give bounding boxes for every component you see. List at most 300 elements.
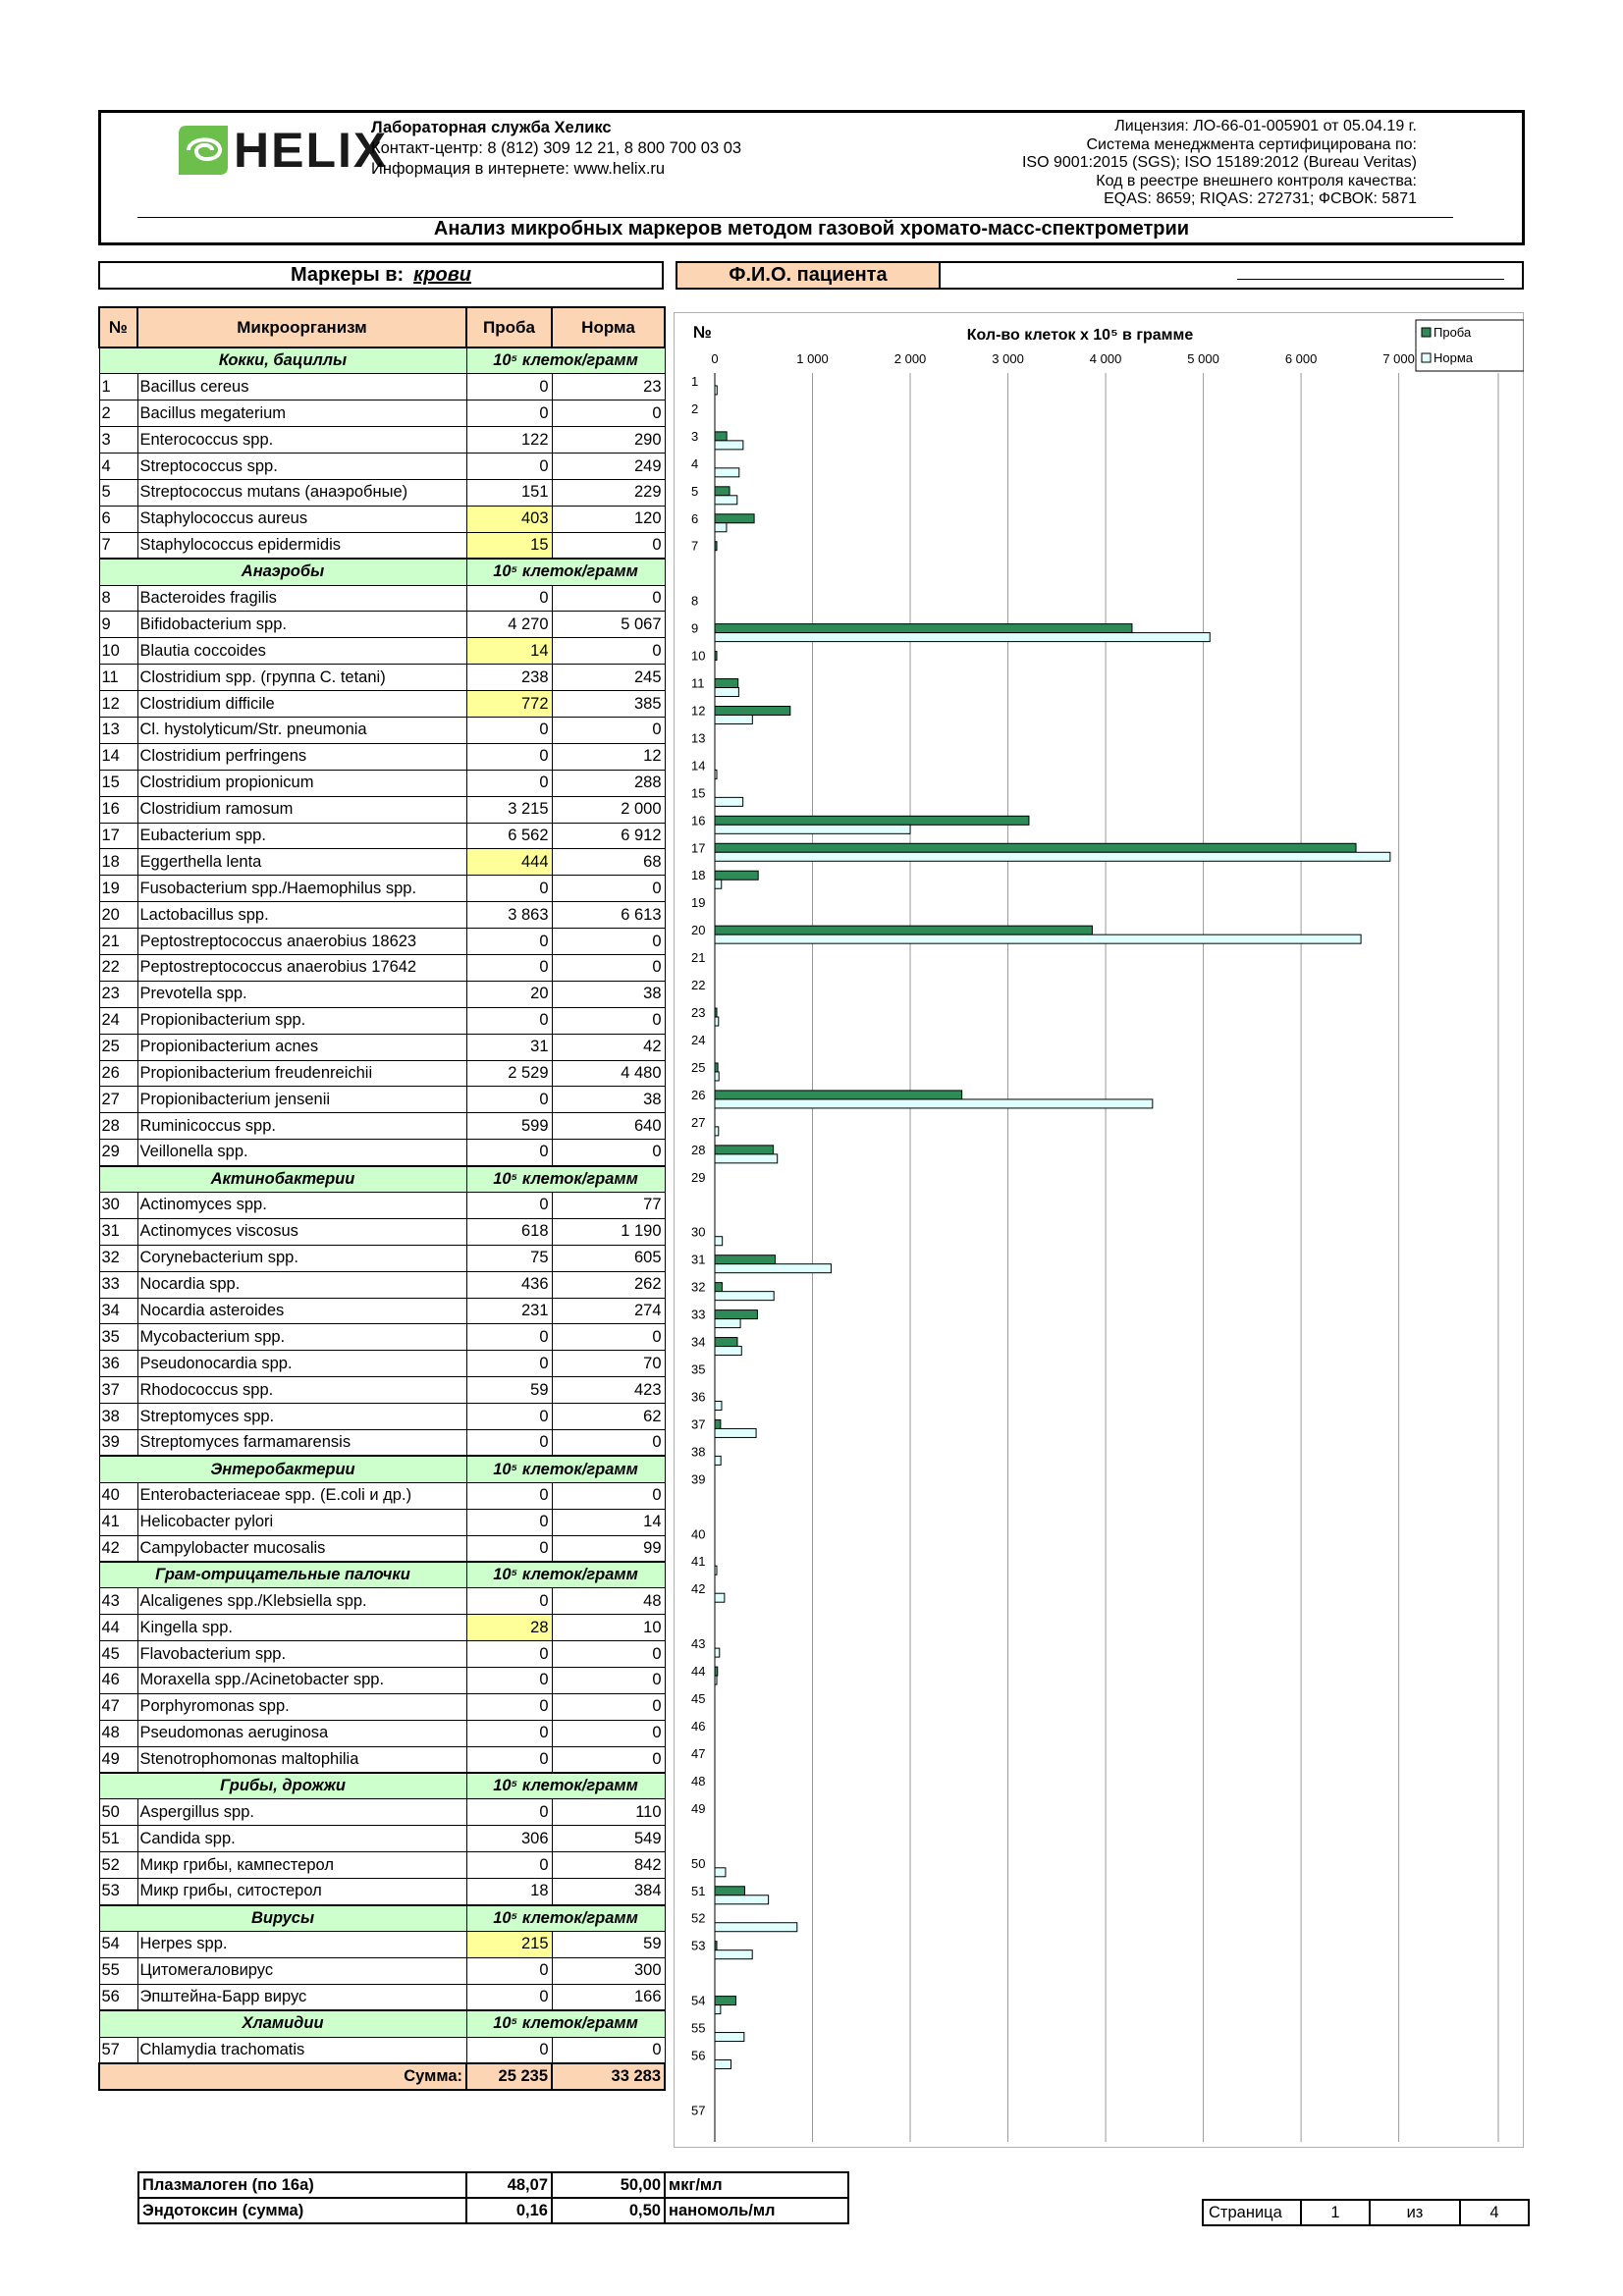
x-tick-label: 2 000 (893, 351, 927, 366)
table-row (99, 2037, 665, 2063)
norm-value: 68 (552, 849, 665, 876)
page-label: Страница (1203, 2200, 1301, 2225)
table-row (99, 1826, 665, 1852)
sample-value: 20 (466, 981, 552, 1007)
bar-sample (715, 487, 730, 496)
organism-name: Porphyromonas spp. (137, 1693, 466, 1720)
sample-value: 14 (466, 638, 552, 665)
category-label: 3 (691, 428, 699, 444)
norm-value: 4 480 (552, 1060, 665, 1087)
category-label: 39 (691, 1471, 706, 1487)
norm-value: 0 (552, 954, 665, 981)
sample-value: 238 (466, 665, 552, 691)
norm-value: 384 (552, 1879, 665, 1905)
organism-name: Aspergillus spp. (137, 1799, 466, 1826)
category-row (99, 2010, 665, 2037)
sum-row (99, 2063, 665, 2090)
row-number: 24 (99, 1007, 137, 1034)
norm-value: 0 (552, 717, 665, 743)
organism-name: Bacillus megaterium (137, 400, 466, 427)
table-row (99, 1984, 665, 2010)
sample-value: 75 (466, 1245, 552, 1271)
category-label: 10 (691, 648, 706, 664)
table-row (99, 1430, 665, 1457)
page-current: 1 (1301, 2200, 1370, 2225)
bar-sample (715, 514, 754, 523)
category-label: 21 (691, 950, 706, 966)
sample-value: 0 (466, 743, 552, 770)
row-number: 45 (99, 1641, 137, 1668)
sample-value: 151 (466, 479, 552, 506)
lab-contact: Контакт-центр: 8 (812) 309 12 21, 8 800 700 03 03 (371, 139, 742, 157)
bar-sample (715, 1997, 735, 2005)
category-name: Актинобактерии (99, 1166, 466, 1193)
bar-sample (715, 1091, 962, 1099)
bar-sample (715, 926, 1092, 934)
sample-value: 0 (466, 1351, 552, 1377)
category-unit: 10⁵ клеток/грамм (466, 2010, 665, 2037)
norm-value: 23 (552, 374, 665, 400)
category-row (99, 347, 665, 374)
organism-name: Corynebacterium spp. (137, 1245, 466, 1271)
category-label: 35 (691, 1362, 706, 1377)
category-label: 52 (691, 1910, 706, 1926)
bar-norm (715, 825, 910, 833)
organism-name: Rhodococcus spp. (137, 1377, 466, 1404)
norm-value: 120 (552, 506, 665, 532)
organism-name: Микр грибы, ситостерол (137, 1879, 466, 1905)
table-row (99, 1298, 665, 1324)
norm-value: 10 (552, 1615, 665, 1641)
table-row (99, 743, 665, 770)
table-row (99, 902, 665, 929)
category-label: 34 (691, 1334, 706, 1350)
bar-norm (715, 2033, 744, 2042)
table-row (99, 954, 665, 981)
row-number: 42 (99, 1535, 137, 1562)
bar-chart (674, 312, 1524, 2148)
extra-unit: мкг/мл (665, 2172, 848, 2198)
sample-value: 0 (466, 1588, 552, 1615)
row-number: 30 (99, 1193, 137, 1219)
row-number: 34 (99, 1298, 137, 1324)
category-unit: 10⁵ клеток/грамм (466, 559, 665, 585)
bar-norm (715, 688, 738, 697)
table-row (99, 1271, 665, 1298)
bar-norm (715, 1264, 831, 1273)
bar-sample (715, 1419, 721, 1428)
norm-value: 0 (552, 1693, 665, 1720)
category-unit: 10⁵ клеток/грамм (466, 1456, 665, 1482)
bar-norm (715, 1017, 719, 1026)
organism-name: Enterococcus spp. (137, 427, 466, 454)
organism-name: Pseudonocardia spp. (137, 1351, 466, 1377)
table-row (99, 1879, 665, 1905)
row-number: 15 (99, 770, 137, 796)
extra-sample: 0,16 (466, 2198, 552, 2223)
norm-value: 59 (552, 1931, 665, 1957)
norm-value: 0 (552, 1746, 665, 1773)
sample-value: 4 270 (466, 612, 552, 638)
bar-norm (715, 1072, 719, 1081)
bar-sample (715, 843, 1356, 852)
norm-value: 1 190 (552, 1218, 665, 1245)
sample-value: 0 (466, 2037, 552, 2063)
category-label: 23 (691, 1005, 706, 1021)
bar-norm (715, 1099, 1153, 1108)
sample-value: 28 (466, 1615, 552, 1641)
bar-norm (715, 852, 1390, 861)
category-label: 55 (691, 2020, 706, 2036)
bar-norm (715, 1593, 725, 1602)
sample-value: 0 (466, 1720, 552, 1746)
lab-info (371, 118, 741, 180)
sum-norm: 33 283 (552, 2063, 665, 2090)
organism-name: Chlamydia trachomatis (137, 2037, 466, 2063)
bar-norm (715, 1950, 752, 1959)
norm-value: 842 (552, 1852, 665, 1879)
table-row (99, 1693, 665, 1720)
col-organism-header: Микроорганизм (137, 307, 466, 347)
norm-value: 0 (552, 1430, 665, 1457)
organism-name: Bifidobacterium spp. (137, 612, 466, 638)
patient-name-field (941, 261, 1524, 290)
norm-value: 229 (552, 479, 665, 506)
sample-value: 444 (466, 849, 552, 876)
extra-row (138, 2172, 848, 2198)
category-label: 24 (691, 1033, 706, 1047)
table-row (99, 823, 665, 849)
extra-norm: 50,00 (552, 2172, 665, 2198)
organism-name: Clostridium propionicum (137, 770, 466, 796)
row-number: 55 (99, 1957, 137, 1984)
norm-value: 70 (552, 1351, 665, 1377)
norm-value: 2 000 (552, 796, 665, 823)
legend-label-norm: Норма (1434, 350, 1474, 365)
row-number: 35 (99, 1324, 137, 1351)
norm-value: 274 (552, 1298, 665, 1324)
row-number: 9 (99, 612, 137, 638)
table-row (99, 691, 665, 718)
table-row (99, 585, 665, 612)
row-number: 39 (99, 1430, 137, 1457)
patient-label: Ф.И.О. пациента (676, 261, 941, 290)
norm-value: 0 (552, 1720, 665, 1746)
table-row (99, 1641, 665, 1668)
table-row (99, 479, 665, 506)
row-number: 19 (99, 876, 137, 902)
row-number: 41 (99, 1509, 137, 1535)
bar-norm (715, 1676, 717, 1684)
organism-name: Bacteroides fragilis (137, 585, 466, 612)
table-row (99, 1931, 665, 1957)
table-row (99, 1509, 665, 1535)
organism-name: Prevotella spp. (137, 981, 466, 1007)
sample-value: 0 (466, 1535, 552, 1562)
category-label: 12 (691, 703, 706, 719)
row-number: 50 (99, 1799, 137, 1826)
norm-value: 99 (552, 1535, 665, 1562)
organism-name: Moraxella spp./Acinetobacter spp. (137, 1668, 466, 1694)
row-number: 33 (99, 1271, 137, 1298)
row-number: 13 (99, 717, 137, 743)
norm-value: 0 (552, 1007, 665, 1034)
row-number: 23 (99, 981, 137, 1007)
category-label: 27 (691, 1114, 706, 1130)
category-label: 29 (691, 1169, 706, 1185)
bar-sample (715, 1338, 737, 1347)
table-row (99, 1218, 665, 1245)
row-number: 43 (99, 1588, 137, 1615)
row-number: 37 (99, 1377, 137, 1404)
table-row (99, 454, 665, 480)
bar-norm (715, 468, 739, 477)
row-number: 54 (99, 1931, 137, 1957)
row-number: 46 (99, 1668, 137, 1694)
license-info (1022, 118, 1417, 209)
category-name: Кокки, бациллы (99, 347, 466, 374)
category-row (99, 559, 665, 585)
bar-norm (715, 1127, 719, 1136)
category-label: 32 (691, 1279, 706, 1295)
sample-value: 306 (466, 1826, 552, 1852)
x-tick-label: 5 000 (1187, 351, 1219, 366)
sample-value: 122 (466, 427, 552, 454)
x-tick-label: 0 (711, 351, 719, 366)
sample-value: 59 (466, 1377, 552, 1404)
sample-value: 0 (466, 400, 552, 427)
organism-name: Cl. hystolyticum/Str. pneumonia (137, 717, 466, 743)
license-line: Код в реестре внешнего контроля качества: (1096, 172, 1417, 189)
x-tick-label: 3 000 (992, 351, 1024, 366)
organism-name: Streptococcus mutans (анаэробные) (137, 479, 466, 506)
table-row (99, 1007, 665, 1034)
norm-value: 42 (552, 1034, 665, 1060)
row-number: 22 (99, 954, 137, 981)
row-number: 10 (99, 638, 137, 665)
sample-value: 18 (466, 1879, 552, 1905)
category-row (99, 1773, 665, 1799)
row-number: 8 (99, 585, 137, 612)
category-label: 18 (691, 868, 706, 883)
sample-value: 15 (466, 532, 552, 559)
row-number: 26 (99, 1060, 137, 1087)
sample-value: 3 863 (466, 902, 552, 929)
norm-value: 290 (552, 427, 665, 454)
sample-value: 0 (466, 1852, 552, 1879)
page-indicator (1202, 2199, 1530, 2226)
category-label: 43 (691, 1636, 706, 1652)
norm-value: 0 (552, 1641, 665, 1668)
organism-name: Stenotrophomonas maltophilia (137, 1746, 466, 1773)
table-row (99, 1799, 665, 1826)
table-row (99, 1324, 665, 1351)
category-unit: 10⁵ клеток/грамм (466, 347, 665, 374)
norm-value: 549 (552, 1826, 665, 1852)
organism-name: Herpes spp. (137, 1931, 466, 1957)
sample-value: 0 (466, 1482, 552, 1509)
category-label: 20 (691, 923, 706, 938)
bar-norm (715, 441, 743, 450)
norm-value: 0 (552, 2037, 665, 2063)
markers-box (98, 261, 664, 290)
organism-name: Streptococcus spp. (137, 454, 466, 480)
row-number: 11 (99, 665, 137, 691)
norm-value: 0 (552, 585, 665, 612)
sample-value: 0 (466, 1668, 552, 1694)
row-number: 2 (99, 400, 137, 427)
norm-value: 423 (552, 1377, 665, 1404)
category-label: 9 (691, 620, 699, 636)
x-tick-label: 4 000 (1089, 351, 1122, 366)
row-number: 57 (99, 2037, 137, 2063)
bar-norm (715, 1868, 726, 1877)
sample-value: 2 529 (466, 1060, 552, 1087)
legend-swatch-sample (1422, 328, 1431, 337)
organism-name: Staphylococcus aureus (137, 506, 466, 532)
sample-value: 0 (466, 1324, 552, 1351)
category-unit: 10⁵ клеток/грамм (466, 1166, 665, 1193)
row-number: 32 (99, 1245, 137, 1271)
norm-value: 166 (552, 1984, 665, 2010)
row-number: 47 (99, 1693, 137, 1720)
organism-name: Clostridium spp. (группа C. tetani) (137, 665, 466, 691)
sample-value: 403 (466, 506, 552, 532)
table-row (99, 717, 665, 743)
row-number: 20 (99, 902, 137, 929)
category-label: 49 (691, 1800, 706, 1816)
bar-sample (715, 542, 717, 551)
row-number: 56 (99, 1984, 137, 2010)
table-row (99, 1034, 665, 1060)
organism-name: Eubacterium spp. (137, 823, 466, 849)
bar-sample (715, 1887, 744, 1896)
norm-value: 0 (552, 1482, 665, 1509)
organism-name: Fusobacterium spp./Haemophilus spp. (137, 876, 466, 902)
category-name: Грибы, дрожжи (99, 1773, 466, 1799)
norm-value: 0 (552, 929, 665, 955)
bar-sample (715, 706, 790, 715)
table-row (99, 1957, 665, 1984)
organism-name: Peptostreptococcus anaerobius 17642 (137, 954, 466, 981)
col-norm-header: Норма (552, 307, 665, 347)
license-line: Система менеджмента сертифицирована по: (1086, 135, 1417, 153)
sample-value: 0 (466, 1430, 552, 1457)
row-number: 48 (99, 1720, 137, 1746)
category-label: 6 (691, 510, 699, 526)
category-unit: 10⁵ клеток/грамм (466, 1562, 665, 1588)
table-row (99, 506, 665, 532)
category-name: Энтеробактерии (99, 1456, 466, 1482)
bar-sample (715, 624, 1132, 633)
bar-norm (715, 633, 1210, 642)
sample-value: 0 (466, 1641, 552, 1668)
organism-name: Flavobacterium spp. (137, 1641, 466, 1668)
bar-norm (715, 1456, 721, 1465)
norm-value: 0 (552, 1668, 665, 1694)
category-label: 53 (691, 1938, 706, 1953)
table-row (99, 1113, 665, 1140)
category-label: 1 (691, 373, 699, 389)
row-number: 4 (99, 454, 137, 480)
bar-norm (715, 1401, 722, 1410)
category-label: 25 (691, 1059, 706, 1075)
row-number: 27 (99, 1087, 137, 1113)
sample-value: 31 (466, 1034, 552, 1060)
sample-value: 0 (466, 1957, 552, 1984)
norm-value: 605 (552, 1245, 665, 1271)
table-row (99, 665, 665, 691)
organism-name: Clostridium ramosum (137, 796, 466, 823)
category-label: 26 (691, 1087, 706, 1102)
sample-value: 436 (466, 1271, 552, 1298)
bar-norm (715, 934, 1361, 943)
organism-name: Clostridium perfringens (137, 743, 466, 770)
norm-value: 300 (552, 1957, 665, 1984)
row-number: 31 (99, 1218, 137, 1245)
norm-value: 77 (552, 1193, 665, 1219)
sample-value: 0 (466, 1746, 552, 1773)
extra-name: Плазмалоген (по 16а) (138, 2172, 466, 2198)
organism-name: Цитомегаловирус (137, 1957, 466, 1984)
norm-value: 6 912 (552, 823, 665, 849)
sum-label: Сумма: (99, 2063, 466, 2090)
sample-value: 231 (466, 1298, 552, 1324)
category-label: 4 (691, 455, 699, 471)
sample-value: 0 (466, 1799, 552, 1826)
extra-name: Эндотоксин (сумма) (138, 2198, 466, 2223)
table-row (99, 796, 665, 823)
table-row (99, 876, 665, 902)
category-label: 46 (691, 1719, 706, 1734)
page-of: из (1370, 2200, 1460, 2225)
x-tick-label: 7 000 (1382, 351, 1415, 366)
row-number: 1 (99, 374, 137, 400)
norm-value: 640 (552, 1113, 665, 1140)
sample-value: 0 (466, 954, 552, 981)
category-label: 36 (691, 1389, 706, 1405)
table-row (99, 1668, 665, 1694)
row-number: 49 (99, 1746, 137, 1773)
category-name: Анаэробы (99, 559, 466, 585)
category-label: 30 (691, 1224, 706, 1240)
sample-value: 0 (466, 1984, 552, 2010)
extra-table (137, 2171, 849, 2224)
category-name: Вирусы (99, 1905, 466, 1932)
markers-value: крови (413, 264, 472, 286)
organism-name: Veillonella spp. (137, 1140, 466, 1166)
sample-value: 0 (466, 876, 552, 902)
row-number: 25 (99, 1034, 137, 1060)
chart-num-label: № (693, 323, 712, 342)
bar-norm (715, 770, 717, 778)
organism-name: Pseudomonas aeruginosa (137, 1720, 466, 1746)
table-row (99, 532, 665, 559)
bar-sample (715, 1283, 722, 1292)
table-row (99, 612, 665, 638)
category-unit: 10⁵ клеток/грамм (466, 1905, 665, 1932)
table-row (99, 374, 665, 400)
sample-value: 0 (466, 454, 552, 480)
bar-norm (715, 496, 737, 505)
category-label: 33 (691, 1307, 706, 1322)
sample-value: 0 (466, 770, 552, 796)
category-unit: 10⁵ клеток/грамм (466, 1773, 665, 1799)
category-label: 41 (691, 1554, 706, 1570)
organism-name: Propionibacterium acnes (137, 1034, 466, 1060)
norm-value: 0 (552, 638, 665, 665)
organism-name: Эпштейна-Барр вирус (137, 1984, 466, 2010)
